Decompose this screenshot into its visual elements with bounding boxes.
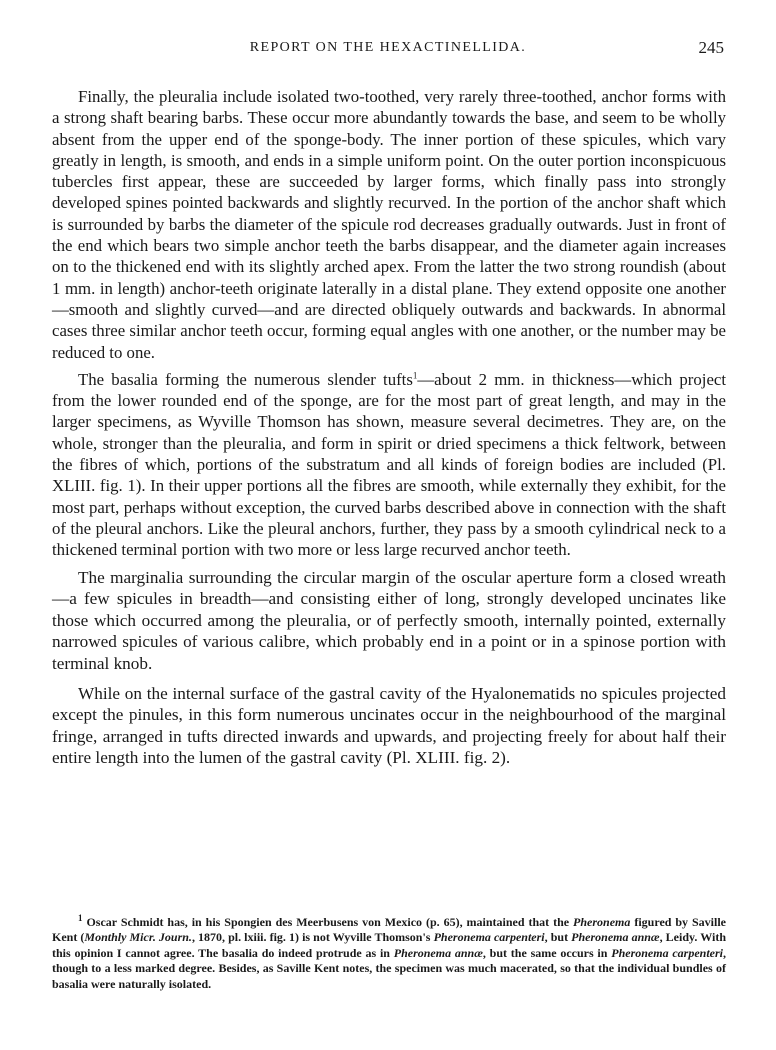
page-number: 245 [698, 38, 724, 57]
paragraph-marginalia: The marginalia surrounding the circular margin of the oscular aperture form a closed wreath—a few spicules in breadth—and consisting either of long, strongly developed uncinates like those which occurred among the pleuralia, or of perfectly smooth, internally pointed, externally narrowed spicules of various calibre, which probably end in a point or in a spinose portion with terminal knob. [52, 567, 726, 673]
footnote [52, 915, 726, 992]
paragraph-pleuralia: Finally, the pleuralia include isolated two-toothed, very rarely three-toothed, anchor forms with a strong shaft bearing barbs. These occur more abundantly towards the base, and seem to be wholly absent from the upper end of the sponge-body. The inner portion of these spicules, which vary greatly in length, is smooth, and ends in a simple uniform point. On the outer portion inconspicuous tubercles first appear, these are succeeded by larger forms, which finally pass into strongly developed spines pointed backwards and slightly recurved. In the portion of the anchor shaft which is surrounded by barbs the diameter of the spicule rod decreases gradually outwards. Just in front of the end which bears two simple anchor teeth the barbs disappear, and the diameter again increases on to the thickened end with its slightly arched apex. From the latter the two strong roundish (about 1 mm. in length) anchor-teeth originate laterally in a distal plane. They extend opposite one another—smooth and slightly curved—and are directed obliquely outwards and backwards. In abnormal cases three similar anchor teeth occur, forming equal angles with one another, or the number may be reduced to one. [52, 87, 726, 362]
footnote-marker: 1 [78, 913, 83, 923]
body-text [52, 86, 726, 777]
footnote-reference: 1 [412, 370, 418, 381]
paragraph-basalia-rest: —about 2 mm. in thickness—which project from the lower rounded end of the sponge, are for the most part of great length, and may in the larger specimens, as Wyville Thomson has shown, measure several decimetres. They are, on the whole, stronger than the pleuralia, and form in spirit or dried specimens a thick feltwork, between the fibres of which, portions of the substratum and all kinds of foreign bodies are included (Pl. XLIII. fig. 1). In their upper portions all the fibres are smooth, while externally they exhibit, for the most part, perhaps without exception, the curved barbs described above in connection with the shaft of the pleural anchors. Like the pleural anchors, further, they pass by a smooth cylindrical neck to a thickened terminal portion with two more or less large recurved anchor teeth. [52, 369, 726, 560]
running-title: REPORT ON THE HEXACTINELLIDA. [249, 40, 527, 55]
footnote-text: $^1$ Oscar Schmidt has, in his Spongien des Meerbusens von Mexico (p. 65), maintained that the Pheronema figured by Saville Kent (Monthly Micr. Journ., 1870, pl. lxiii. fig. 1) is not Wyville Thomson's Pheronema carpenteri, but Pheronema annæ, Leidy. With this opinion I cannot agree. The basalia do indeed protrude as in Pheronema annæ, but the same occurs in Pheronema carpenteri, though to a less marked degree. Besides, as Saville Kent notes, the specimen was much macerated, so that the individual bundles of basalia were naturally isolated. [52, 913, 727, 991]
paragraph-basalia-start: The basalia forming the numerous slender tufts [78, 369, 413, 389]
paragraph-basalia [52, 369, 726, 561]
paragraph-gastral-cavity: While on the internal surface of the gastral cavity of the Hyalonematids no spicules projected except the pinules, in this form numerous uncinates occur in the neighbourhood of the marginal fringe, arranged in tufts directed inwards and upwards, and projecting freely for about half their entire length into the lumen of the gastral cavity (Pl. XLIII. fig. 2). [52, 683, 726, 768]
running-header [52, 40, 724, 62]
